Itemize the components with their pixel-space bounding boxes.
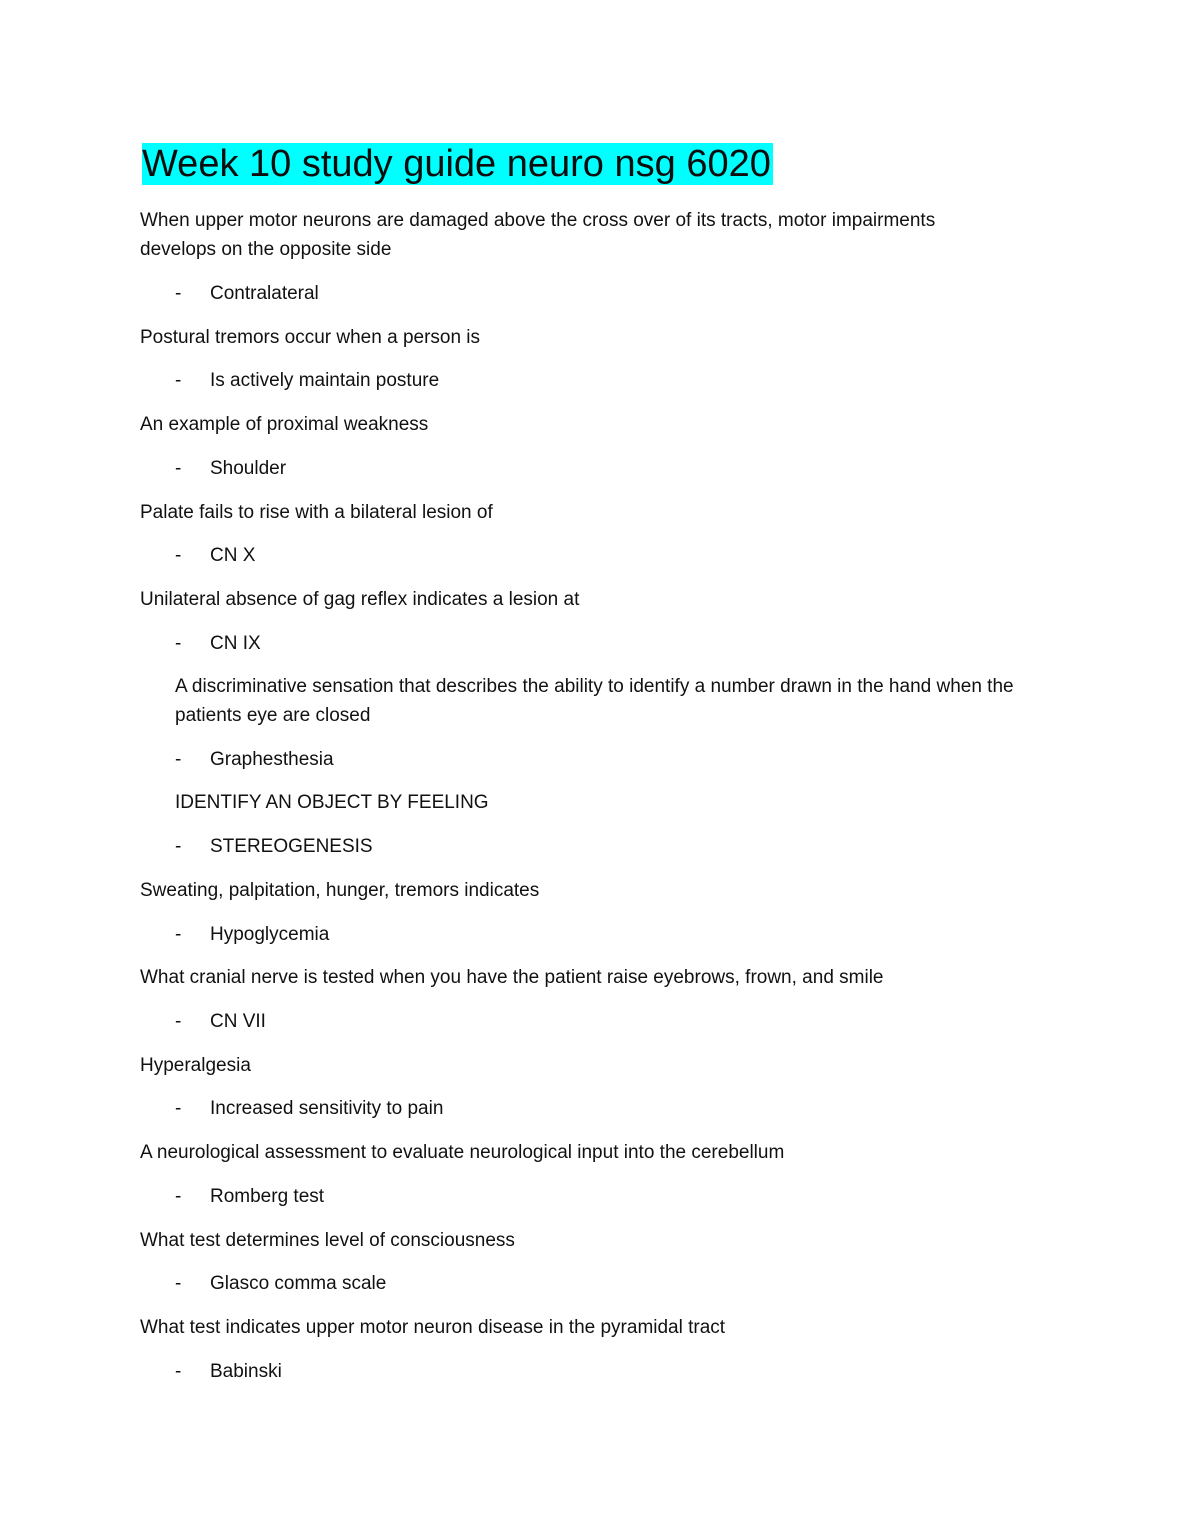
bullet-dash: -: [175, 545, 182, 566]
answer-text: Shoulder: [210, 458, 287, 479]
question-text: Unilateral absence of gag reflex indicates a lesion at: [140, 589, 580, 610]
question-text: Postural tremors occur when a person is: [140, 327, 481, 348]
question-text: What test determines level of consciousness: [140, 1230, 515, 1251]
question-text: IDENTIFY AN OBJECT BY FEELING: [175, 792, 489, 813]
answer-text: CN VII: [210, 1011, 266, 1032]
answer-text: Contralateral: [210, 283, 319, 304]
bullet-dash: -: [175, 836, 182, 857]
bullet-dash: -: [175, 924, 182, 945]
answer-text: Is actively maintain posture: [210, 370, 440, 391]
question-text: Palate fails to rise with a bilateral lesion of: [140, 502, 493, 523]
question-text: An example of proximal weakness: [140, 414, 429, 435]
bullet-dash: -: [175, 1361, 182, 1382]
answer-text: Hypoglycemia: [210, 924, 330, 945]
answer-text: CN IX: [210, 633, 261, 654]
answer-text: Glasco comma scale: [210, 1273, 387, 1294]
question-text: A neurological assessment to evaluate neurological input into the cerebellum: [140, 1142, 785, 1163]
bullet-dash: -: [175, 283, 182, 304]
document-title-text: Week 10 study guide neuro nsg 6020: [142, 143, 771, 185]
question-text: When upper motor neurons are damaged above the cross over of its tracts, motor impairments develops on the opposite side: [140, 210, 936, 260]
bullet-dash: -: [175, 749, 182, 770]
bullet-dash: -: [175, 1273, 182, 1294]
question-text: What test indicates upper motor neuron disease in the pyramidal tract: [140, 1317, 726, 1338]
answer-text: Romberg test: [210, 1186, 325, 1207]
answer-text: Increased sensitivity to pain: [210, 1098, 444, 1119]
bullet-dash: -: [175, 1186, 182, 1207]
bullet-dash: -: [175, 1098, 182, 1119]
question-text: Sweating, palpitation, hunger, tremors indicates: [140, 880, 540, 901]
bullet-dash: -: [175, 1011, 182, 1032]
answer-text: Graphesthesia: [210, 749, 334, 770]
answer-text: STEREOGENESIS: [210, 836, 373, 857]
bullet-dash: -: [175, 458, 182, 479]
question-text: Hyperalgesia: [140, 1055, 251, 1076]
bullet-dash: -: [175, 633, 182, 654]
question-text: A discriminative sensation that describes the ability to identify a number drawn in the hand when the patients eye are closed: [175, 676, 1014, 726]
bullet-dash: -: [175, 370, 182, 391]
answer-text: CN X: [210, 545, 256, 566]
answer-text: Babinski: [210, 1361, 282, 1382]
document-title: [140, 140, 775, 188]
question-text: What cranial nerve is tested when you have the patient raise eyebrows, frown, and smile: [140, 967, 884, 988]
